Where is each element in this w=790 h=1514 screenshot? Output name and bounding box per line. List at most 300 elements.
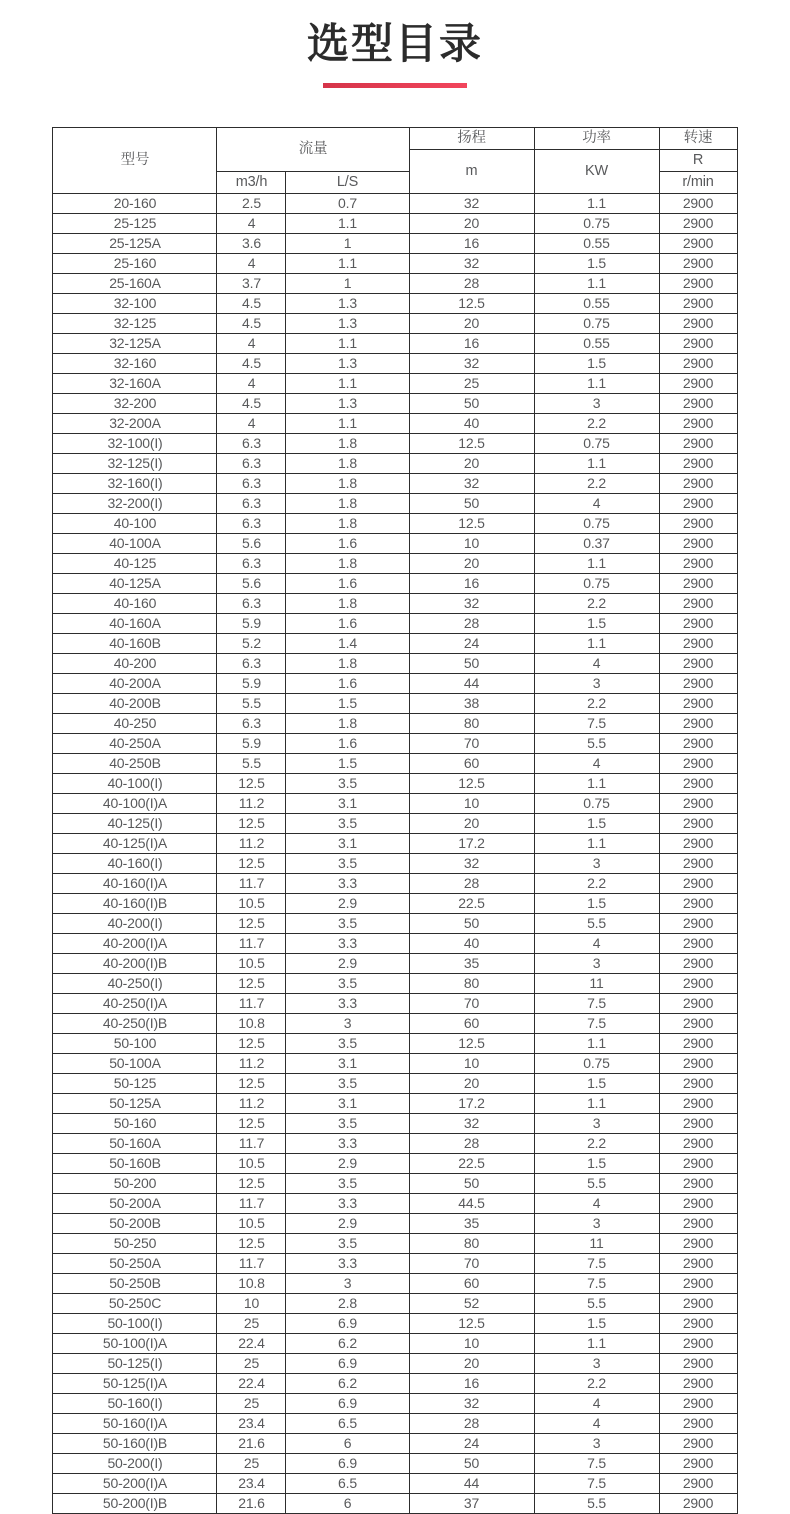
cell-power-kw: 4 <box>534 654 659 674</box>
table-row <box>53 1474 737 1494</box>
cell-flow-ls: 3.3 <box>286 1194 409 1214</box>
table-row <box>53 454 737 474</box>
cell-model: 40-160(I)A <box>53 874 217 894</box>
table-row <box>53 1234 737 1254</box>
cell-speed-rpm: 2900 <box>659 234 737 254</box>
cell-power-kw: 1.1 <box>534 554 659 574</box>
cell-flow-m3h: 10.5 <box>217 954 286 974</box>
table-row <box>53 1434 737 1454</box>
table-row <box>53 974 737 994</box>
cell-power-kw: 1.5 <box>534 1314 659 1334</box>
table-row <box>53 254 737 274</box>
cell-speed-rpm: 2900 <box>659 634 737 654</box>
cell-head-m: 10 <box>409 1054 534 1074</box>
table-row <box>53 394 737 414</box>
cell-speed-rpm: 2900 <box>659 1294 737 1314</box>
cell-head-m: 32 <box>409 254 534 274</box>
cell-power-kw: 2.2 <box>534 874 659 894</box>
cell-head-m: 60 <box>409 754 534 774</box>
cell-flow-ls: 6.2 <box>286 1374 409 1394</box>
page-title: 选型目录 <box>306 20 483 67</box>
table-row <box>53 634 737 654</box>
cell-speed-rpm: 2900 <box>659 1414 737 1434</box>
cell-power-kw: 1.1 <box>534 1034 659 1054</box>
cell-flow-m3h: 11.7 <box>217 874 286 894</box>
cell-flow-ls: 1.8 <box>286 494 409 514</box>
table-row <box>53 334 737 354</box>
cell-head-m: 12.5 <box>409 294 534 314</box>
table-row <box>53 934 737 954</box>
cell-flow-ls: 1.5 <box>286 754 409 774</box>
cell-speed-rpm: 2900 <box>659 1094 737 1114</box>
cell-head-m: 32 <box>409 354 534 374</box>
cell-head-m: 16 <box>409 574 534 594</box>
column-header-speed: 转速 <box>659 128 737 150</box>
cell-speed-rpm: 2900 <box>659 1014 737 1034</box>
table-row <box>53 654 737 674</box>
cell-flow-ls: 3.3 <box>286 1254 409 1274</box>
cell-flow-m3h: 11.2 <box>217 1054 286 1074</box>
cell-model: 40-250B <box>53 754 217 774</box>
cell-flow-m3h: 4.5 <box>217 354 286 374</box>
column-header-speed-r: R <box>659 150 737 172</box>
table-row <box>53 914 737 934</box>
cell-flow-ls: 1.8 <box>286 554 409 574</box>
cell-power-kw: 1.5 <box>534 1154 659 1174</box>
cell-speed-rpm: 2900 <box>659 654 737 674</box>
cell-power-kw: 0.75 <box>534 214 659 234</box>
cell-model: 40-100(I) <box>53 774 217 794</box>
cell-speed-rpm: 2900 <box>659 1074 737 1094</box>
cell-flow-ls: 6 <box>286 1494 409 1514</box>
cell-flow-ls: 1.6 <box>286 534 409 554</box>
column-header-power: 功率 <box>534 128 659 150</box>
cell-flow-ls: 3.5 <box>286 1074 409 1094</box>
cell-power-kw: 3 <box>534 394 659 414</box>
cell-speed-rpm: 2900 <box>659 254 737 274</box>
cell-flow-m3h: 11.7 <box>217 994 286 1014</box>
cell-model: 40-100A <box>53 534 217 554</box>
cell-speed-rpm: 2900 <box>659 214 737 234</box>
cell-flow-ls: 3.3 <box>286 1134 409 1154</box>
cell-head-m: 80 <box>409 974 534 994</box>
cell-model: 32-100 <box>53 294 217 314</box>
cell-power-kw: 0.75 <box>534 574 659 594</box>
cell-speed-rpm: 2900 <box>659 594 737 614</box>
cell-power-kw: 1.1 <box>534 1334 659 1354</box>
cell-flow-m3h: 4 <box>217 214 286 234</box>
cell-model: 32-125A <box>53 334 217 354</box>
cell-speed-rpm: 2900 <box>659 514 737 534</box>
cell-flow-ls: 6.5 <box>286 1474 409 1494</box>
cell-flow-m3h: 6.3 <box>217 554 286 574</box>
cell-head-m: 20 <box>409 554 534 574</box>
table-row <box>53 1134 737 1154</box>
cell-model: 50-125 <box>53 1074 217 1094</box>
cell-model: 32-160 <box>53 354 217 374</box>
cell-speed-rpm: 2900 <box>659 954 737 974</box>
table-row <box>53 774 737 794</box>
cell-head-m: 28 <box>409 274 534 294</box>
cell-flow-m3h: 22.4 <box>217 1334 286 1354</box>
table-row <box>53 1274 737 1294</box>
cell-speed-rpm: 2900 <box>659 1374 737 1394</box>
cell-power-kw: 1.1 <box>534 1094 659 1114</box>
cell-head-m: 25 <box>409 374 534 394</box>
cell-speed-rpm: 2900 <box>659 614 737 634</box>
cell-power-kw: 1.1 <box>534 634 659 654</box>
cell-speed-rpm: 2900 <box>659 414 737 434</box>
table-row <box>53 754 737 774</box>
table-row <box>53 1094 737 1114</box>
cell-speed-rpm: 2900 <box>659 274 737 294</box>
cell-model: 50-125A <box>53 1094 217 1114</box>
cell-flow-ls: 6.9 <box>286 1354 409 1374</box>
cell-head-m: 28 <box>409 1414 534 1434</box>
cell-power-kw: 3 <box>534 954 659 974</box>
cell-flow-m3h: 10.5 <box>217 1214 286 1234</box>
table-row <box>53 1014 737 1034</box>
cell-power-kw: 4 <box>534 1414 659 1434</box>
table-row <box>53 374 737 394</box>
cell-flow-ls: 1 <box>286 234 409 254</box>
cell-flow-m3h: 6.3 <box>217 434 286 454</box>
cell-head-m: 24 <box>409 634 534 654</box>
pump-selection-table <box>52 127 737 1514</box>
cell-flow-ls: 3.1 <box>286 794 409 814</box>
cell-flow-ls: 1.3 <box>286 394 409 414</box>
cell-power-kw: 3 <box>534 854 659 874</box>
cell-model: 40-160B <box>53 634 217 654</box>
table-row <box>53 594 737 614</box>
cell-flow-m3h: 25 <box>217 1314 286 1334</box>
cell-model: 40-250 <box>53 714 217 734</box>
cell-speed-rpm: 2900 <box>659 394 737 414</box>
cell-flow-m3h: 6.3 <box>217 474 286 494</box>
cell-head-m: 16 <box>409 1374 534 1394</box>
cell-speed-rpm: 2900 <box>659 454 737 474</box>
cell-flow-m3h: 6.3 <box>217 654 286 674</box>
cell-model: 25-160A <box>53 274 217 294</box>
cell-power-kw: 2.2 <box>534 1134 659 1154</box>
cell-head-m: 12.5 <box>409 1034 534 1054</box>
cell-speed-rpm: 2900 <box>659 1214 737 1234</box>
table-row <box>53 534 737 554</box>
cell-speed-rpm: 2900 <box>659 1274 737 1294</box>
table-row <box>53 1294 737 1314</box>
cell-model: 40-200(I)A <box>53 934 217 954</box>
cell-model: 40-125 <box>53 554 217 574</box>
cell-model: 40-200A <box>53 674 217 694</box>
cell-head-m: 16 <box>409 234 534 254</box>
cell-power-kw: 5.5 <box>534 734 659 754</box>
cell-power-kw: 1.1 <box>534 834 659 854</box>
cell-power-kw: 7.5 <box>534 994 659 1014</box>
cell-flow-ls: 1.8 <box>286 454 409 474</box>
cell-head-m: 44.5 <box>409 1194 534 1214</box>
cell-flow-ls: 1.1 <box>286 374 409 394</box>
cell-flow-ls: 2.9 <box>286 954 409 974</box>
cell-speed-rpm: 2900 <box>659 754 737 774</box>
cell-flow-ls: 1.4 <box>286 634 409 654</box>
cell-power-kw: 0.75 <box>534 1054 659 1074</box>
cell-head-m: 10 <box>409 1334 534 1354</box>
cell-power-kw: 11 <box>534 974 659 994</box>
cell-flow-ls: 1.6 <box>286 674 409 694</box>
cell-power-kw: 5.5 <box>534 1174 659 1194</box>
cell-head-m: 40 <box>409 414 534 434</box>
cell-speed-rpm: 2900 <box>659 894 737 914</box>
cell-power-kw: 4 <box>534 494 659 514</box>
cell-speed-rpm: 2900 <box>659 534 737 554</box>
cell-model: 40-160(I)B <box>53 894 217 914</box>
cell-head-m: 38 <box>409 694 534 714</box>
cell-model: 40-250(I) <box>53 974 217 994</box>
cell-head-m: 80 <box>409 714 534 734</box>
column-header-flow-ls: L/S <box>286 172 409 194</box>
cell-power-kw: 4 <box>534 1194 659 1214</box>
cell-head-m: 12.5 <box>409 434 534 454</box>
cell-speed-rpm: 2900 <box>659 1254 737 1274</box>
cell-head-m: 44 <box>409 674 534 694</box>
column-header-model: 型号 <box>53 128 217 194</box>
cell-speed-rpm: 2900 <box>659 814 737 834</box>
cell-flow-m3h: 11.2 <box>217 794 286 814</box>
table-row <box>53 1054 737 1074</box>
cell-speed-rpm: 2900 <box>659 834 737 854</box>
cell-flow-ls: 3.3 <box>286 874 409 894</box>
cell-flow-ls: 1.8 <box>286 594 409 614</box>
cell-flow-m3h: 6.3 <box>217 594 286 614</box>
cell-flow-m3h: 5.6 <box>217 534 286 554</box>
table-row <box>53 1214 737 1234</box>
cell-head-m: 32 <box>409 1114 534 1134</box>
cell-flow-ls: 1.6 <box>286 614 409 634</box>
cell-model: 25-125A <box>53 234 217 254</box>
cell-flow-ls: 3.5 <box>286 854 409 874</box>
cell-model: 32-160A <box>53 374 217 394</box>
cell-model: 50-200(I)A <box>53 1474 217 1494</box>
cell-model: 50-125(I) <box>53 1354 217 1374</box>
cell-flow-ls: 1.3 <box>286 354 409 374</box>
table-row <box>53 994 737 1014</box>
cell-power-kw: 3 <box>534 1214 659 1234</box>
cell-power-kw: 1.5 <box>534 894 659 914</box>
cell-head-m: 52 <box>409 1294 534 1314</box>
cell-flow-m3h: 11.2 <box>217 1094 286 1114</box>
table-row <box>53 614 737 634</box>
cell-power-kw: 2.2 <box>534 414 659 434</box>
cell-head-m: 70 <box>409 734 534 754</box>
cell-power-kw: 1.5 <box>534 814 659 834</box>
cell-flow-m3h: 5.9 <box>217 614 286 634</box>
cell-flow-m3h: 11.7 <box>217 934 286 954</box>
cell-flow-m3h: 4.5 <box>217 394 286 414</box>
cell-flow-m3h: 23.4 <box>217 1414 286 1434</box>
cell-model: 50-200 <box>53 1174 217 1194</box>
cell-flow-ls: 1.5 <box>286 694 409 714</box>
cell-flow-m3h: 5.5 <box>217 754 286 774</box>
cell-model: 32-200A <box>53 414 217 434</box>
cell-speed-rpm: 2900 <box>659 1434 737 1454</box>
cell-power-kw: 3 <box>534 1354 659 1374</box>
table-row <box>53 734 737 754</box>
cell-model: 50-160(I) <box>53 1394 217 1414</box>
cell-flow-m3h: 11.2 <box>217 834 286 854</box>
cell-model: 50-250 <box>53 1234 217 1254</box>
cell-head-m: 32 <box>409 594 534 614</box>
cell-model: 40-125(I)A <box>53 834 217 854</box>
cell-power-kw: 0.75 <box>534 314 659 334</box>
cell-flow-m3h: 22.4 <box>217 1374 286 1394</box>
cell-power-kw: 5.5 <box>534 1494 659 1514</box>
cell-model: 32-200(I) <box>53 494 217 514</box>
cell-speed-rpm: 2900 <box>659 774 737 794</box>
cell-flow-m3h: 4.5 <box>217 314 286 334</box>
cell-head-m: 50 <box>409 1174 534 1194</box>
table-row <box>53 554 737 574</box>
cell-model: 32-125 <box>53 314 217 334</box>
cell-model: 50-100(I) <box>53 1314 217 1334</box>
cell-model: 50-125(I)A <box>53 1374 217 1394</box>
cell-flow-m3h: 12.5 <box>217 914 286 934</box>
cell-head-m: 60 <box>409 1274 534 1294</box>
cell-head-m: 22.5 <box>409 894 534 914</box>
cell-flow-m3h: 6.3 <box>217 714 286 734</box>
cell-power-kw: 1.1 <box>534 774 659 794</box>
cell-model: 50-100(I)A <box>53 1334 217 1354</box>
cell-model: 40-100(I)A <box>53 794 217 814</box>
cell-flow-ls: 1.8 <box>286 714 409 734</box>
cell-power-kw: 2.2 <box>534 594 659 614</box>
table-row <box>53 514 737 534</box>
cell-speed-rpm: 2900 <box>659 1474 737 1494</box>
cell-flow-ls: 1.1 <box>286 334 409 354</box>
cell-flow-ls: 1.6 <box>286 734 409 754</box>
cell-speed-rpm: 2900 <box>659 714 737 734</box>
cell-flow-ls: 1.6 <box>286 574 409 594</box>
table-row <box>53 1494 737 1514</box>
cell-model: 25-125 <box>53 214 217 234</box>
cell-speed-rpm: 2900 <box>659 314 737 334</box>
cell-speed-rpm: 2900 <box>659 194 737 214</box>
cell-speed-rpm: 2900 <box>659 1034 737 1054</box>
cell-power-kw: 0.75 <box>534 434 659 454</box>
cell-model: 32-160(I) <box>53 474 217 494</box>
cell-speed-rpm: 2900 <box>659 1494 737 1514</box>
column-header-head: 扬程 <box>409 128 534 150</box>
cell-power-kw: 7.5 <box>534 1014 659 1034</box>
table-row <box>53 1374 737 1394</box>
cell-model: 40-200B <box>53 694 217 714</box>
cell-head-m: 40 <box>409 934 534 954</box>
cell-flow-m3h: 2.5 <box>217 194 286 214</box>
table-row <box>53 294 737 314</box>
table-row <box>53 214 737 234</box>
cell-model: 40-125(I) <box>53 814 217 834</box>
table-row <box>53 354 737 374</box>
cell-speed-rpm: 2900 <box>659 1154 737 1174</box>
table-row <box>53 894 737 914</box>
cell-power-kw: 5.5 <box>534 914 659 934</box>
cell-flow-m3h: 4 <box>217 334 286 354</box>
cell-speed-rpm: 2900 <box>659 934 737 954</box>
table-row <box>53 1074 737 1094</box>
cell-head-m: 20 <box>409 314 534 334</box>
cell-flow-m3h: 12.5 <box>217 774 286 794</box>
cell-flow-ls: 1.8 <box>286 474 409 494</box>
cell-power-kw: 0.55 <box>534 234 659 254</box>
cell-power-kw: 2.2 <box>534 694 659 714</box>
cell-speed-rpm: 2900 <box>659 994 737 1014</box>
cell-flow-ls: 3.5 <box>286 914 409 934</box>
cell-speed-rpm: 2900 <box>659 374 737 394</box>
cell-flow-m3h: 11.7 <box>217 1254 286 1274</box>
cell-flow-m3h: 5.5 <box>217 694 286 714</box>
cell-power-kw: 2.2 <box>534 474 659 494</box>
cell-model: 50-100A <box>53 1054 217 1074</box>
cell-flow-ls: 3.5 <box>286 1174 409 1194</box>
table-row <box>53 414 737 434</box>
cell-head-m: 32 <box>409 194 534 214</box>
cell-head-m: 17.2 <box>409 1094 534 1114</box>
cell-head-m: 50 <box>409 1454 534 1474</box>
cell-flow-m3h: 3.7 <box>217 274 286 294</box>
cell-flow-m3h: 4.5 <box>217 294 286 314</box>
cell-head-m: 32 <box>409 474 534 494</box>
cell-head-m: 20 <box>409 814 534 834</box>
cell-flow-ls: 1.3 <box>286 314 409 334</box>
cell-head-m: 17.2 <box>409 834 534 854</box>
title-underline-accent <box>323 83 467 88</box>
column-header-power-unit: KW <box>534 150 659 194</box>
cell-model: 50-250A <box>53 1254 217 1274</box>
table-row <box>53 794 737 814</box>
cell-model: 50-200B <box>53 1214 217 1234</box>
cell-head-m: 28 <box>409 1134 534 1154</box>
table-row <box>53 234 737 254</box>
table-row <box>53 1174 737 1194</box>
cell-flow-m3h: 12.5 <box>217 1234 286 1254</box>
cell-model: 40-100 <box>53 514 217 534</box>
cell-head-m: 28 <box>409 874 534 894</box>
table-row <box>53 194 737 214</box>
table-row <box>53 1314 737 1334</box>
cell-flow-ls: 2.9 <box>286 1154 409 1174</box>
table-header <box>53 128 737 194</box>
cell-head-m: 16 <box>409 334 534 354</box>
cell-flow-ls: 3.5 <box>286 774 409 794</box>
cell-power-kw: 4 <box>534 934 659 954</box>
cell-flow-m3h: 6.3 <box>217 514 286 534</box>
cell-model: 40-160A <box>53 614 217 634</box>
cell-flow-m3h: 12.5 <box>217 1114 286 1134</box>
cell-model: 40-250(I)A <box>53 994 217 1014</box>
cell-speed-rpm: 2900 <box>659 494 737 514</box>
cell-power-kw: 7.5 <box>534 1274 659 1294</box>
table-row <box>53 714 737 734</box>
cell-flow-m3h: 10.5 <box>217 1154 286 1174</box>
cell-speed-rpm: 2900 <box>659 914 737 934</box>
table-row <box>53 1254 737 1274</box>
cell-flow-m3h: 5.2 <box>217 634 286 654</box>
cell-flow-ls: 3.5 <box>286 974 409 994</box>
cell-power-kw: 0.55 <box>534 294 659 314</box>
cell-flow-ls: 6.9 <box>286 1314 409 1334</box>
cell-power-kw: 1.5 <box>534 254 659 274</box>
cell-speed-rpm: 2900 <box>659 694 737 714</box>
cell-model: 50-100 <box>53 1034 217 1054</box>
